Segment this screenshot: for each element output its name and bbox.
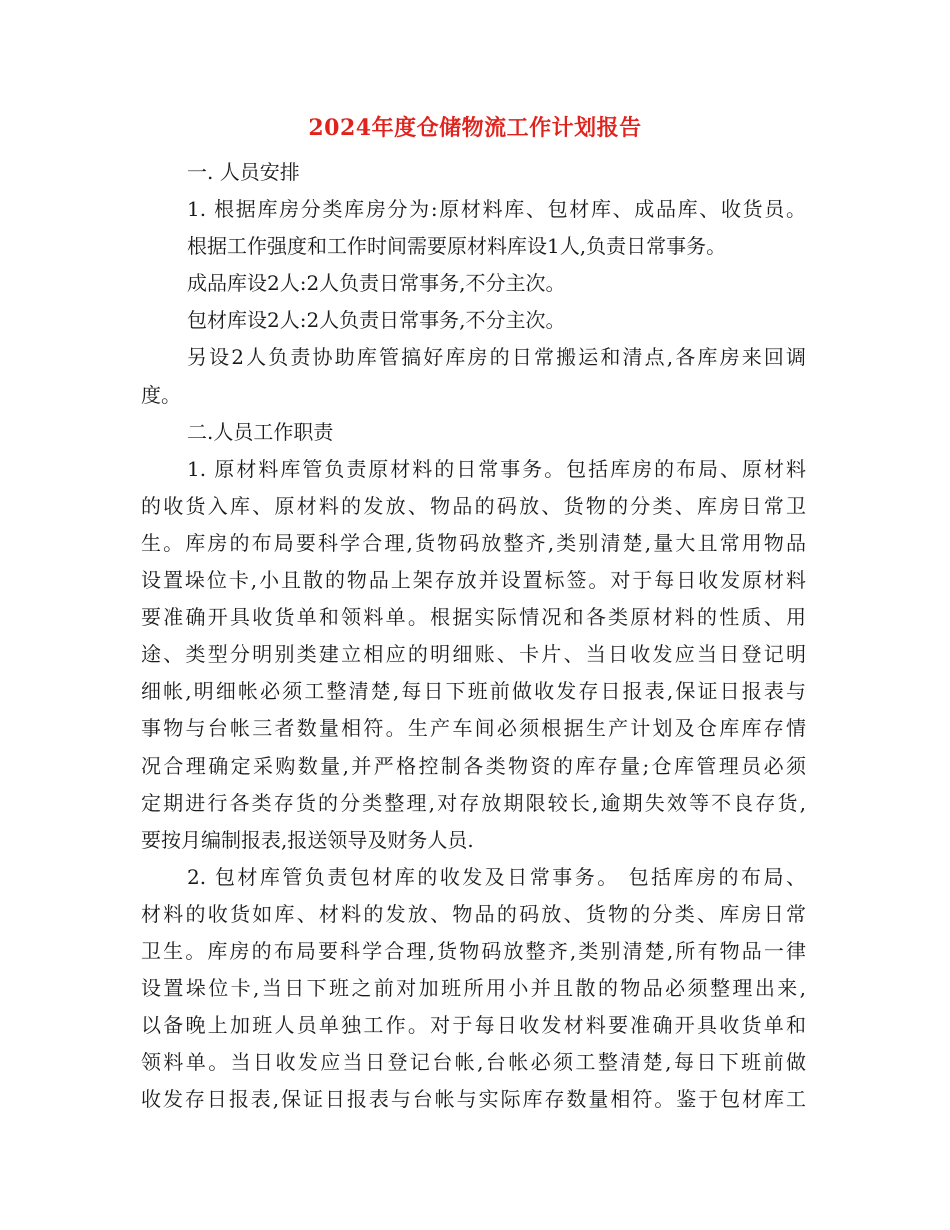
text-line: 1. 原材料库管负责原材料的日常事务。包括库房的布局、原材料 [187, 456, 806, 481]
text-line: 的收货入库、原材料的发放、物品的码放、货物的分类、库房日常卫 [141, 493, 806, 518]
text-line: 领料单。当日收发应当日登记台帐,台帐必须工整清楚,每日下班前做 [141, 1050, 806, 1075]
document-body [141, 154, 806, 1118]
text-line: 设置垛位卡,当日下班之前对加班所用小并且散的物品必须整理出来, [141, 976, 806, 1001]
text-line: 另设2人负责协助库管搞好库房的日常搬运和清点,各库房来回调 [187, 345, 806, 370]
text-line: 定期进行各类存货的分类整理,对存放期限较长,逾期失效等不良存货, [141, 790, 806, 815]
text-line: 2. 包材库管负责包材库的收发及日常事务。 包括库房的布局、 [187, 864, 806, 889]
document-title: 2024年度仓储物流工作计划报告 [308, 115, 642, 141]
text-line: 要按月编制报表,报送领导及财务人员. [141, 827, 474, 852]
text-line: 成品库设2人:2人负责日常事务,不分主次。 [187, 271, 566, 296]
text-line: 事物与台帐三者数量相符。生产车间必须根据生产计划及仓库库存情 [141, 716, 806, 741]
text-line: 二.人员工作职责 [187, 419, 334, 444]
text-line: 细帐,明细帐必须工整清楚,每日下班前做收发存日报表,保证日报表与 [141, 679, 806, 704]
text-line: 收发存日报表,保证日报表与台帐与实际库存数量相符。鉴于包材库工 [141, 1087, 806, 1112]
text-line: 一. 人员安排 [187, 160, 300, 184]
text-line: 根据工作强度和工作时间需要原材料库设1人,负责日常事务。 [187, 234, 727, 259]
text-line: 包材库设2人:2人负责日常事务,不分主次。 [187, 308, 566, 333]
text-line: 1. 根据库房分类库房分为:原材料库、包材库、成品库、收货员。 [187, 197, 806, 222]
text-line: 途、类型分明别类建立相应的明细账、卡片、当日收发应当日登记明 [141, 642, 806, 667]
text-line: 生。库房的布局要科学合理,货物码放整齐,类别清楚,量大且常用物品 [141, 530, 806, 555]
text-line: 卫生。库房的布局要科学合理,货物码放整齐,类别清楚,所有物品一律 [141, 938, 806, 963]
text-line: 度。 [141, 382, 181, 407]
text-line: 况合理确定采购数量,并严格控制各类物资的库存量;仓库管理员必须 [141, 753, 806, 778]
text-line: 以备晚上加班人员单独工作。对于每日收发材料要准确开具收货单和 [141, 1013, 806, 1038]
text-line: 材料的收货如库、材料的发放、物品的码放、货物的分类、库房日常 [141, 901, 806, 926]
text-line: 要准确开具收货单和领料单。根据实际情况和各类原材料的性质、用 [141, 605, 806, 630]
text-line: 设置垛位卡,小且散的物品上架存放并设置标签。对于每日收发原材料 [141, 568, 806, 593]
